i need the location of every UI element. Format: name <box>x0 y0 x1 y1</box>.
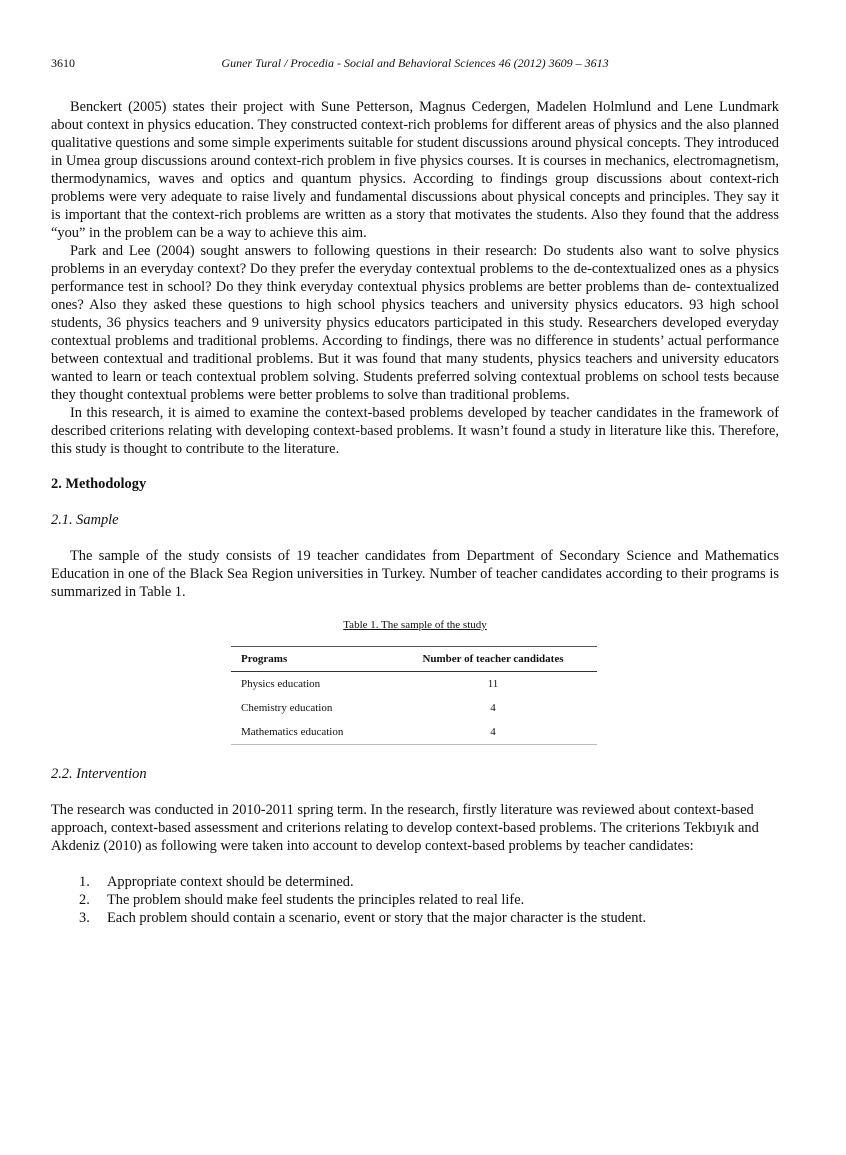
list-item-number: 1. <box>79 874 90 890</box>
section-heading-methodology: 2. Methodology <box>51 476 147 492</box>
cell-program: Physics education <box>241 678 321 690</box>
list-item <box>51 891 779 909</box>
criteria-list <box>51 873 779 927</box>
list-item <box>51 873 779 891</box>
column-header-programs: Programs <box>231 647 389 672</box>
running-head: Guner Tural / Procedia - Social and Behavioral Sciences 46 (2012) 3609 – 3613 <box>221 56 609 70</box>
cell-count: 4 <box>490 702 496 714</box>
table-row <box>231 672 597 697</box>
list-item <box>51 909 779 927</box>
column-header-count: Number of teacher candidates <box>389 647 597 672</box>
table-row <box>231 720 597 745</box>
cell-program: Mathematics education <box>231 720 389 745</box>
list-item-text: Appropriate context should be determined. <box>107 874 354 890</box>
table-1 <box>51 618 779 745</box>
article-body <box>51 98 779 927</box>
paragraph-park-lee: Park and Lee (2004) sought answers to following questions in their research: Do students also want to solve physics problems in an everyday context? Do they prefer the everyday contextual problems to the de-contextualized ones as a physics performance test in school? Do they think everyday contextual physics problems are better problems than de- contextualized ones? Also they asked these questions to high school physics teachers and university physics educators. 93 high school students, 36 physics teachers and 9 university physics educators participated in this study. Researchers developed everyday contextual problems and traditional problems. According to findings, there was no difference in students’ actual performance between contextual and traditional problems. But it was found that many students, physics teachers and university educators wanted to learn or teach contextual problem solving. Students preferred solving contextual problems on school tests because they thought contextual problems were better problems to solve than traditional problems. <box>51 243 779 403</box>
list-item-number: 2. <box>79 892 90 908</box>
list-item-text: The problem should make feel students the principles related to real life. <box>107 892 525 908</box>
sample-table <box>231 646 597 745</box>
table-caption: Table 1. The sample of the study <box>343 619 487 631</box>
page-number: 3610 <box>51 56 75 70</box>
cell-count: 4 <box>389 720 597 745</box>
table-row <box>231 696 597 720</box>
table-header-row <box>231 647 597 672</box>
paragraph-benckert: Benckert (2005) states their project with Sune Petterson, Magnus Cedergen, Madelen Holmlund and Lene Lundmark about context in physics education. They constructed context-rich problems for different areas of physics and the also planned qualitative questions and some simple experiments suitable for student discussions around physical concepts. They introduced in Umea group discussions around context-rich problem in five physics courses. It is courses in mechanics, electromagnetism, thermodynamics, waves and optics and quantum physics. According to findings group discussions about context-rich problems were very adequate to raise lively and fundamental discussions about physical concepts and principles. They say it is important that the context-rich problems are written as a story that motivates the students. Also they found that the address “you” in the problem can be a way to achieve this aim. <box>51 99 779 241</box>
paragraph-research-aim: In this research, it is aimed to examine the context-based problems developed by teacher candidates in the framework of described criterions relating with developing context-based problems. It wasn’t found a study in literature like this. Therefore, this study is thought to contribute to the literature. <box>51 405 779 457</box>
subsection-heading-sample: 2.1. Sample <box>51 512 119 528</box>
paragraph-sample: The sample of the study consists of 19 teacher candidates from Department of Secondary Science and Mathematics Education in one of the Black Sea Region universities in Turkey. Number of teacher candidates according to their programs is summarized in Table 1. <box>51 548 779 600</box>
page-header <box>51 56 779 72</box>
list-item-text: Each problem should contain a scenario, event or story that the major character is the student. <box>107 910 647 926</box>
cell-program: Chemistry education <box>241 702 333 714</box>
subsection-heading-intervention: 2.2. Intervention <box>51 766 147 782</box>
cell-count: 11 <box>487 678 499 690</box>
paragraph-intervention: The research was conducted in 2010-2011 spring term. In the research, firstly literature was reviewed about context-based approach, context-based assessment and criterions relating to develop context-based problems. The criterions Tekbıyık and Akdeniz (2010) as following were taken into account to develop context-based problems by teacher candidates: <box>51 802 759 854</box>
list-item-number: 3. <box>79 910 90 926</box>
